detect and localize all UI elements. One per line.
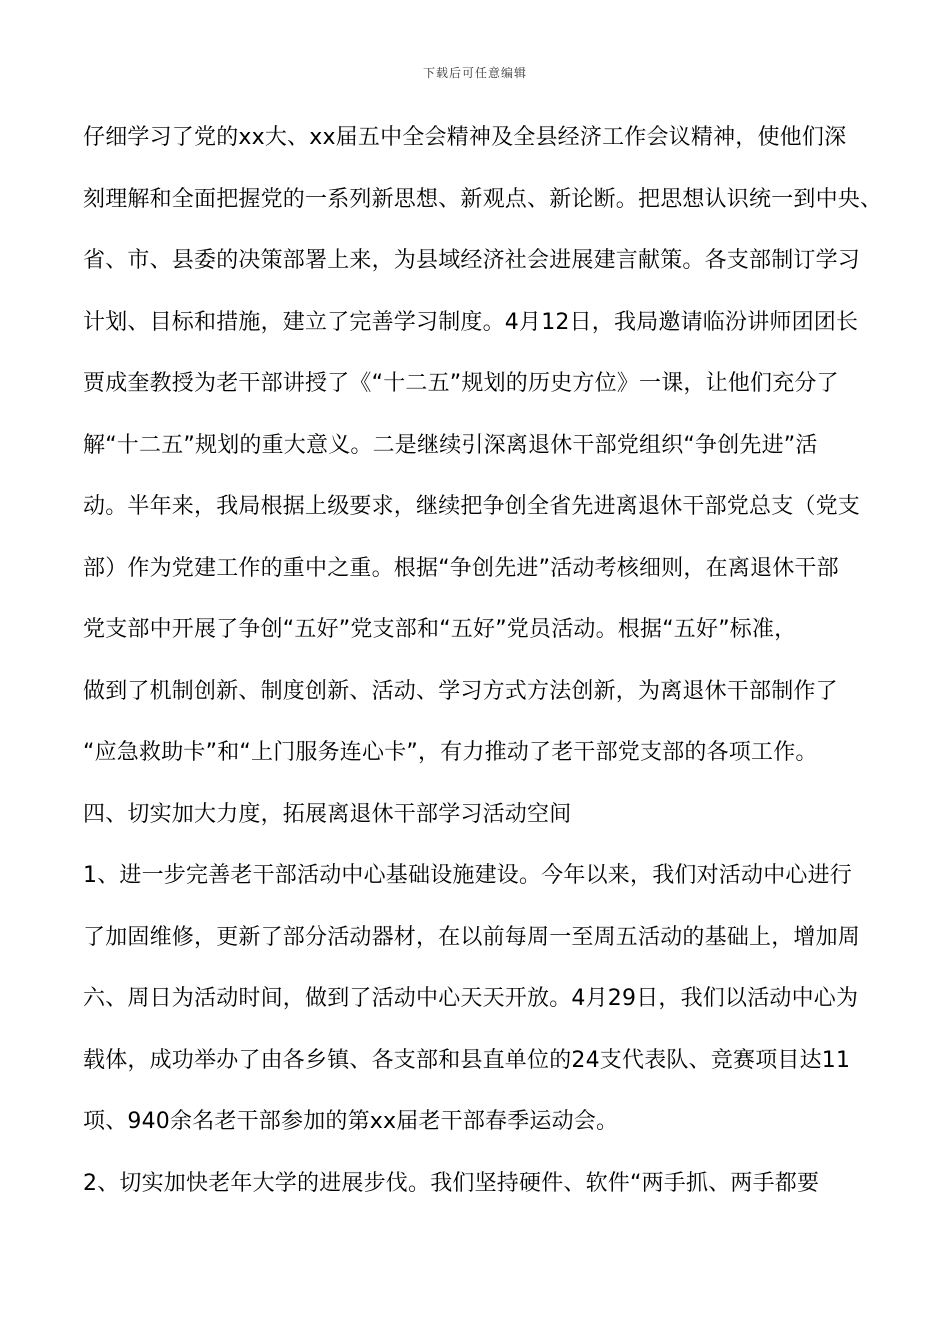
text-line: 了加固维修，更新了部分活动器材，在以前每周一至周五活动的基础上，增加周 bbox=[83, 924, 861, 950]
text-line: 动。半年来，我局根据上级要求，继续把争创全省先进离退休干部党总支（党支 bbox=[83, 494, 861, 519]
text-line: 贾成奎教授为老干部讲授了《“十二五”规划的历史方位》一课，让他们充分了 bbox=[83, 371, 839, 396]
text-line: 解“十二五”规划的重大意义。二是继续引深离退休干部党组织“争创先进”活 bbox=[83, 432, 818, 458]
text-line: 1、进一步完善老干部活动中心基础设施建设。今年以来，我们对活动中心进行 bbox=[83, 863, 852, 888]
text-line: 部）作为党建工作的重中之重。根据“争创先进”活动考核细则，在离退休干部 bbox=[83, 555, 839, 581]
document-body bbox=[83, 114, 883, 1221]
text-line: 2、切实加快老年大学的进展步伐。我们坚持硬件、软件“两手抓、两手都要 bbox=[83, 1170, 820, 1196]
text-line: 做到了机制创新、制度创新、活动、学习方式方法创新，为离退休干部制作了 bbox=[83, 678, 838, 704]
text-line: 项、940余名老干部参加的第xx届老干部春季运动会。 bbox=[83, 1109, 619, 1134]
text-line: 六、周日为活动时间，做到了活动中心天天开放。4月29日，我们以活动中心为 bbox=[83, 986, 859, 1011]
text-line: 仔细学习了党的xx大、xx届五中全会精神及全县经济工作会议精神，使他们深 bbox=[83, 125, 847, 150]
text-line: 党支部中开展了争创“五好”党支部和“五好”党员活动。根据“五好”标准， bbox=[83, 617, 797, 642]
text-line: 刻理解和全面把握党的一系列新思想、新观点、新论断。把思想认识统一到中央、 bbox=[83, 186, 883, 212]
text-line: “应急救助卡”和“上门服务连心卡”，有力推动了老干部党支部的各项工作。 bbox=[83, 740, 818, 765]
text-line: 计划、目标和措施，建立了完善学习制度。4月12日，我局邀请临汾讲师团团长 bbox=[83, 309, 859, 335]
section-heading: 四、切实加大力度，拓展离退休干部学习活动空间 bbox=[83, 801, 572, 827]
text-line: 载体，成功举办了由各乡镇、各支部和县直单位的24支代表队、竞赛项目达11 bbox=[83, 1047, 851, 1073]
page-header-note: 下载后可任意编辑 bbox=[422, 66, 527, 80]
text-line: 省、市、县委的决策部署上来，为县域经济社会进展建言献策。各支部制订学习 bbox=[83, 248, 861, 273]
